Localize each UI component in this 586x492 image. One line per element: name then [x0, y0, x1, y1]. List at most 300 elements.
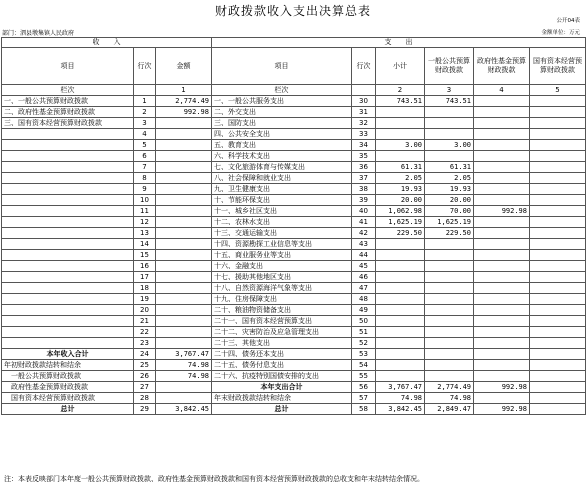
subtotal-value: 2.05	[376, 173, 425, 184]
expense-item: 二、外交支出	[212, 107, 352, 118]
gov-fund-value	[474, 327, 530, 338]
income-amount	[156, 261, 212, 272]
income-item	[2, 173, 134, 184]
report-title: 财政拨款收入支出决算总表	[214, 4, 371, 18]
expense-line-number: 43	[352, 239, 376, 250]
income-amount: 3,842.45	[156, 404, 212, 415]
state-capital-value	[530, 349, 586, 360]
income-line-number: 24	[134, 349, 156, 360]
income-line-number: 3	[134, 118, 156, 129]
gov-fund-value	[474, 272, 530, 283]
subtotal-value	[376, 261, 425, 272]
state-capital-value	[530, 195, 586, 206]
gov-fund-value	[474, 283, 530, 294]
gov-fund-value	[474, 250, 530, 261]
state-capital-value	[530, 327, 586, 338]
gov-fund-value	[474, 294, 530, 305]
expense-section-header: 支 出	[212, 38, 586, 48]
state-capital-value	[530, 228, 586, 239]
income-amount	[156, 382, 212, 393]
general-budget-value	[425, 349, 474, 360]
subtotal-value	[376, 360, 425, 371]
income-amount: 992.98	[156, 107, 212, 118]
general-budget-value	[425, 107, 474, 118]
table-row	[2, 382, 586, 393]
general-budget-value: 2.05	[425, 173, 474, 184]
expense-item: 一、一般公共服务支出	[212, 96, 352, 107]
general-budget-value	[425, 294, 474, 305]
general-budget-value: 19.93	[425, 184, 474, 195]
index-col-4: 4	[474, 85, 530, 96]
gov-fund-value	[474, 107, 530, 118]
income-amount	[156, 173, 212, 184]
table-row	[2, 228, 586, 239]
income-line-number: 6	[134, 151, 156, 162]
expense-item: 二十四、债务还本支出	[212, 349, 352, 360]
table-row	[2, 184, 586, 195]
expense-item: 十、节能环保支出	[212, 195, 352, 206]
expense-item: 总计	[212, 404, 352, 415]
general-budget-value	[425, 129, 474, 140]
income-amount	[156, 151, 212, 162]
general-budget-value: 70.00	[425, 206, 474, 217]
income-item	[2, 162, 134, 173]
income-line-number: 20	[134, 305, 156, 316]
gov-fund-value	[474, 316, 530, 327]
table-row	[2, 195, 586, 206]
expense-index-line	[352, 85, 376, 96]
table-row	[2, 338, 586, 349]
expense-item: 七、文化旅游体育与传媒支出	[212, 162, 352, 173]
gov-fund-value	[474, 184, 530, 195]
state-capital-value	[530, 316, 586, 327]
income-line-number: 10	[134, 195, 156, 206]
income-line-number: 1	[134, 96, 156, 107]
income-amount-header: 金额	[156, 48, 212, 85]
income-line-number: 5	[134, 140, 156, 151]
expense-line-number: 45	[352, 261, 376, 272]
income-line-number: 27	[134, 382, 156, 393]
income-item	[2, 184, 134, 195]
table-row	[2, 283, 586, 294]
expense-item: 年末财政拨款结转和结余	[212, 393, 352, 404]
subtotal-value	[376, 305, 425, 316]
expense-line-number: 35	[352, 151, 376, 162]
income-item: 年初财政拨款结转和结余	[2, 360, 134, 371]
state-capital-value	[530, 305, 586, 316]
expense-line-number: 58	[352, 404, 376, 415]
state-capital-value	[530, 129, 586, 140]
subtotal-value: 74.98	[376, 393, 425, 404]
expense-line-header: 行次	[352, 48, 376, 85]
income-item	[2, 294, 134, 305]
gov-fund-value	[474, 349, 530, 360]
gov-fund-value	[474, 118, 530, 129]
subtotal-value	[376, 107, 425, 118]
expense-line-number: 33	[352, 129, 376, 140]
income-item: 本年收入合计	[2, 349, 134, 360]
state-capital-value	[530, 283, 586, 294]
state-capital-value	[530, 151, 586, 162]
income-amount	[156, 250, 212, 261]
gov-fund-value	[474, 129, 530, 140]
state-capital-value	[530, 404, 586, 415]
expense-line-number: 38	[352, 184, 376, 195]
table-row	[2, 393, 586, 404]
general-budget-value	[425, 283, 474, 294]
expense-item-header: 项目	[212, 48, 352, 85]
income-amount	[156, 316, 212, 327]
amount-unit-label: 金额单位：万元	[541, 30, 580, 36]
expense-line-number: 44	[352, 250, 376, 261]
income-item	[2, 129, 134, 140]
gov-fund-value	[474, 151, 530, 162]
expense-line-number: 48	[352, 294, 376, 305]
general-budget-value	[425, 360, 474, 371]
subtotal-value	[376, 151, 425, 162]
income-item	[2, 305, 134, 316]
table-row	[2, 305, 586, 316]
expense-item: 十五、商业服务业等支出	[212, 250, 352, 261]
state-capital-value	[530, 371, 586, 382]
table-row	[2, 239, 586, 250]
subtotal-value: 20.00	[376, 195, 425, 206]
expense-line-number: 37	[352, 173, 376, 184]
subtotal-header: 小计	[376, 48, 425, 85]
income-item	[2, 217, 134, 228]
index-col-2: 2	[376, 85, 425, 96]
income-line-number: 11	[134, 206, 156, 217]
income-amount	[156, 294, 212, 305]
subtotal-value: 61.31	[376, 162, 425, 173]
income-section-header: 收 入	[2, 38, 212, 48]
table-row	[2, 118, 586, 129]
expense-item: 二十五、债务付息支出	[212, 360, 352, 371]
state-capital-value	[530, 206, 586, 217]
expense-item: 十二、农林水支出	[212, 217, 352, 228]
expense-line-number: 41	[352, 217, 376, 228]
subtotal-value: 1,625.19	[376, 217, 425, 228]
state-capital-value	[530, 239, 586, 250]
gov-fund-value: 992.98	[474, 206, 530, 217]
subtotal-value	[376, 118, 425, 129]
general-budget-value: 61.31	[425, 162, 474, 173]
general-budget-value	[425, 118, 474, 129]
income-line-number: 28	[134, 393, 156, 404]
expense-line-number: 47	[352, 283, 376, 294]
subtotal-value	[376, 327, 425, 338]
income-amount	[156, 129, 212, 140]
general-budget-header: 一般公共预算财政拨款	[425, 48, 474, 85]
expense-line-number: 49	[352, 305, 376, 316]
income-line-number: 25	[134, 360, 156, 371]
index-col-5: 5	[530, 85, 586, 96]
income-item	[2, 250, 134, 261]
table-row	[2, 107, 586, 118]
expense-line-number: 51	[352, 327, 376, 338]
income-line-number: 22	[134, 327, 156, 338]
income-item: 三、国有资本经营预算财政拨款	[2, 118, 134, 129]
general-budget-value	[425, 338, 474, 349]
state-capital-value	[530, 184, 586, 195]
state-capital-value	[530, 393, 586, 404]
general-budget-value	[425, 316, 474, 327]
gov-fund-value	[474, 173, 530, 184]
income-amount	[156, 327, 212, 338]
income-amount	[156, 338, 212, 349]
general-budget-value	[425, 250, 474, 261]
income-amount	[156, 206, 212, 217]
department-label: 部门：泗县墩集镇人民政府	[2, 30, 75, 37]
expense-line-number: 53	[352, 349, 376, 360]
expense-item: 二十一、国有资本经营预算支出	[212, 316, 352, 327]
income-line-number: 8	[134, 173, 156, 184]
general-budget-value	[425, 327, 474, 338]
general-budget-value	[425, 151, 474, 162]
income-item: 二、政府性基金预算财政拨款	[2, 107, 134, 118]
gov-fund-value	[474, 393, 530, 404]
subtotal-value: 3,767.47	[376, 382, 425, 393]
finance-summary-table	[1, 37, 586, 415]
table-row	[2, 217, 586, 228]
gov-fund-value	[474, 239, 530, 250]
general-budget-value	[425, 261, 474, 272]
expense-item: 十一、城乡社区支出	[212, 206, 352, 217]
income-amount: 2,774.49	[156, 96, 212, 107]
state-capital-value	[530, 272, 586, 283]
income-amount: 3,767.47	[156, 349, 212, 360]
subtotal-value: 743.51	[376, 96, 425, 107]
state-capital-value	[530, 338, 586, 349]
gov-fund-value	[474, 305, 530, 316]
income-item	[2, 316, 134, 327]
subtotal-value	[376, 283, 425, 294]
table-row	[2, 371, 586, 382]
income-item: 一般公共预算财政拨款	[2, 371, 134, 382]
expense-line-number: 52	[352, 338, 376, 349]
table-row	[2, 250, 586, 261]
state-capital-value	[530, 140, 586, 151]
gov-fund-value	[474, 228, 530, 239]
state-capital-value	[530, 294, 586, 305]
expense-item: 五、教育支出	[212, 140, 352, 151]
income-item: 国有资本经营预算财政拨款	[2, 393, 134, 404]
income-line-number: 21	[134, 316, 156, 327]
income-item	[2, 206, 134, 217]
income-item: 政府性基金预算财政拨款	[2, 382, 134, 393]
footnote: 注：本表反映部门本年度一般公共预算财政拨款、政府性基金预算财政拨款和国有资本经营预算财政拨款的总收支和年末结转结余情况。	[4, 475, 424, 483]
table-row	[2, 206, 586, 217]
expense-line-number: 57	[352, 393, 376, 404]
income-amount	[156, 228, 212, 239]
subtotal-value: 229.50	[376, 228, 425, 239]
subtotal-value: 3.00	[376, 140, 425, 151]
income-line-number: 15	[134, 250, 156, 261]
gov-fund-value	[474, 261, 530, 272]
expense-item: 十六、金融支出	[212, 261, 352, 272]
expense-item: 二十二、灾害防治及应急管理支出	[212, 327, 352, 338]
expense-line-number: 39	[352, 195, 376, 206]
income-item	[2, 239, 134, 250]
expense-item: 四、公共安全支出	[212, 129, 352, 140]
expense-line-number: 46	[352, 272, 376, 283]
subtotal-value	[376, 250, 425, 261]
expense-item: 十八、自然资源海洋气象等支出	[212, 283, 352, 294]
income-index-amount: 1	[156, 85, 212, 96]
expense-line-number: 36	[352, 162, 376, 173]
expense-item: 二十、粮油物资储备支出	[212, 305, 352, 316]
subtotal-value	[376, 129, 425, 140]
state-capital-value	[530, 107, 586, 118]
subtotal-value	[376, 349, 425, 360]
table-row	[2, 162, 586, 173]
expense-item: 二十三、其他支出	[212, 338, 352, 349]
subtotal-value	[376, 338, 425, 349]
state-capital-value	[530, 217, 586, 228]
general-budget-value	[425, 371, 474, 382]
income-item	[2, 327, 134, 338]
gov-fund-value: 992.98	[474, 382, 530, 393]
table-row	[2, 360, 586, 371]
income-line-number: 13	[134, 228, 156, 239]
income-item	[2, 140, 134, 151]
general-budget-value	[425, 239, 474, 250]
income-amount	[156, 195, 212, 206]
subtotal-value	[376, 294, 425, 305]
table-row	[2, 96, 586, 107]
income-amount	[156, 140, 212, 151]
table-row	[2, 151, 586, 162]
gov-fund-header: 政府性基金预算财政拨款	[474, 48, 530, 85]
expense-line-number: 34	[352, 140, 376, 151]
income-amount	[156, 272, 212, 283]
income-amount	[156, 184, 212, 195]
table-row	[2, 272, 586, 283]
state-capital-value	[530, 173, 586, 184]
state-capital-value	[530, 261, 586, 272]
income-line-number: 18	[134, 283, 156, 294]
general-budget-value: 20.00	[425, 195, 474, 206]
table-row	[2, 316, 586, 327]
table-row	[2, 404, 586, 415]
income-line-number: 23	[134, 338, 156, 349]
state-capital-value	[530, 250, 586, 261]
expense-item: 三、国防支出	[212, 118, 352, 129]
table-row	[2, 261, 586, 272]
income-line-number: 19	[134, 294, 156, 305]
income-index-label: 栏次	[2, 85, 134, 96]
expense-item: 本年支出合计	[212, 382, 352, 393]
general-budget-value: 743.51	[425, 96, 474, 107]
expense-item: 二十六、抗疫特别国债安排的支出	[212, 371, 352, 382]
state-capital-value	[530, 96, 586, 107]
gov-fund-value	[474, 371, 530, 382]
income-line-number: 9	[134, 184, 156, 195]
expense-line-number: 54	[352, 360, 376, 371]
subtotal-value: 3,842.45	[376, 404, 425, 415]
expense-line-number: 50	[352, 316, 376, 327]
expense-index-label: 栏次	[212, 85, 352, 96]
general-budget-value: 3.00	[425, 140, 474, 151]
income-item: 一、一般公共预算财政拨款	[2, 96, 134, 107]
table-row	[2, 327, 586, 338]
gov-fund-value: 992.98	[474, 404, 530, 415]
state-capital-value	[530, 118, 586, 129]
expense-item: 八、社会保障和就业支出	[212, 173, 352, 184]
income-line-number: 29	[134, 404, 156, 415]
gov-fund-value	[474, 360, 530, 371]
table-row	[2, 173, 586, 184]
gov-fund-value	[474, 96, 530, 107]
general-budget-value: 229.50	[425, 228, 474, 239]
income-line-number: 7	[134, 162, 156, 173]
gov-fund-value	[474, 338, 530, 349]
expense-item: 十四、资源勘探工业信息等支出	[212, 239, 352, 250]
income-amount: 74.98	[156, 360, 212, 371]
gov-fund-value	[474, 140, 530, 151]
expense-line-number: 56	[352, 382, 376, 393]
income-item	[2, 195, 134, 206]
income-amount	[156, 283, 212, 294]
subtotal-value	[376, 272, 425, 283]
general-budget-value: 1,625.19	[425, 217, 474, 228]
income-amount	[156, 118, 212, 129]
income-line-number: 26	[134, 371, 156, 382]
income-line-number: 2	[134, 107, 156, 118]
expense-line-number: 32	[352, 118, 376, 129]
subtotal-value	[376, 239, 425, 250]
subtotal-value: 19.93	[376, 184, 425, 195]
state-capital-header: 国有资本经营预算财政拨款	[530, 48, 586, 85]
expense-item: 六、科学技术支出	[212, 151, 352, 162]
expense-item: 十七、援助其他地区支出	[212, 272, 352, 283]
table-row	[2, 129, 586, 140]
income-item	[2, 261, 134, 272]
general-budget-value: 74.98	[425, 393, 474, 404]
income-amount	[156, 162, 212, 173]
income-amount: 74.98	[156, 371, 212, 382]
state-capital-value	[530, 162, 586, 173]
table-row	[2, 140, 586, 151]
income-line-number: 17	[134, 272, 156, 283]
income-line-number: 16	[134, 261, 156, 272]
income-item	[2, 272, 134, 283]
income-line-number: 14	[134, 239, 156, 250]
income-item	[2, 283, 134, 294]
subtotal-value	[376, 371, 425, 382]
income-item-header: 项目	[2, 48, 134, 85]
income-amount	[156, 239, 212, 250]
income-amount	[156, 305, 212, 316]
expense-line-number: 55	[352, 371, 376, 382]
general-budget-value	[425, 305, 474, 316]
income-amount	[156, 217, 212, 228]
expense-line-number: 40	[352, 206, 376, 217]
income-item: 总计	[2, 404, 134, 415]
income-item	[2, 228, 134, 239]
income-line-number: 12	[134, 217, 156, 228]
general-budget-value: 2,774.49	[425, 382, 474, 393]
gov-fund-value	[474, 195, 530, 206]
expense-line-number: 42	[352, 228, 376, 239]
income-amount	[156, 393, 212, 404]
expense-item: 十九、住房保障支出	[212, 294, 352, 305]
expense-line-number: 31	[352, 107, 376, 118]
table-row	[2, 294, 586, 305]
general-budget-value	[425, 272, 474, 283]
income-item	[2, 151, 134, 162]
subtotal-value: 1,062.98	[376, 206, 425, 217]
